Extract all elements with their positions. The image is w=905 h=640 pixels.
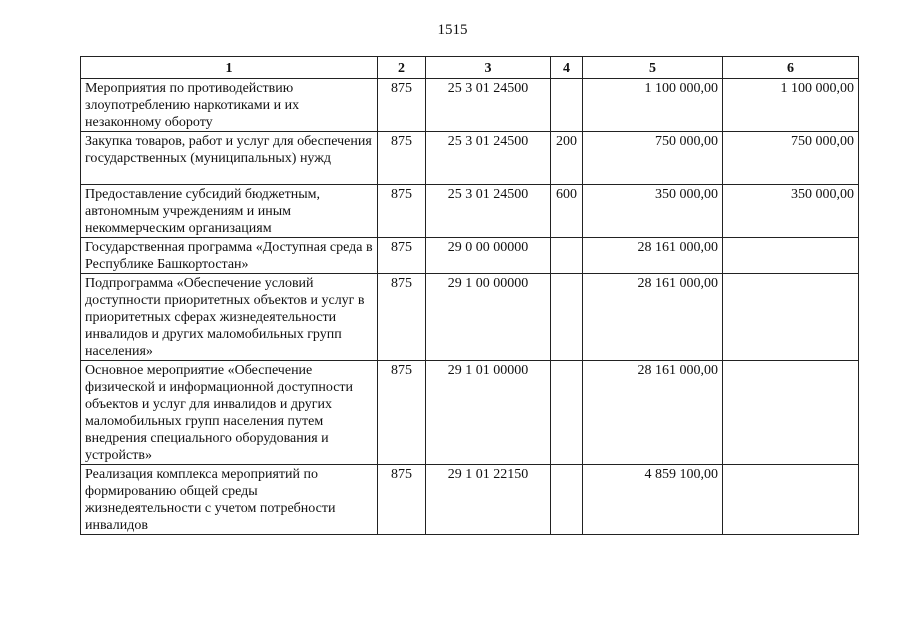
ved-cell: 875 — [378, 361, 426, 465]
amount-cell: 1 100 000,00 — [723, 79, 859, 132]
table-row — [81, 132, 859, 185]
column-header: 3 — [426, 57, 551, 79]
csr-cell: 29 1 01 00000 — [426, 361, 551, 465]
ved-cell: 875 — [378, 132, 426, 185]
ved-cell: 875 — [378, 274, 426, 361]
amount-cell: 28 161 000,00 — [583, 274, 723, 361]
vr-cell: 600 — [551, 185, 583, 238]
table-row — [81, 185, 859, 238]
ved-cell: 875 — [378, 238, 426, 274]
csr-cell: 25 3 01 24500 — [426, 132, 551, 185]
table-row — [81, 465, 859, 535]
ved-cell: 875 — [378, 185, 426, 238]
amount-cell: 750 000,00 — [583, 132, 723, 185]
table-row — [81, 238, 859, 274]
amount-cell: 750 000,00 — [723, 132, 859, 185]
csr-cell: 25 3 01 24500 — [426, 185, 551, 238]
amount-cell: 350 000,00 — [583, 185, 723, 238]
ved-cell: 875 — [378, 465, 426, 535]
csr-cell: 29 1 01 22150 — [426, 465, 551, 535]
table-row — [81, 274, 859, 361]
amount-cell: 1 100 000,00 — [583, 79, 723, 132]
ved-cell: 875 — [378, 79, 426, 132]
vr-cell: 200 — [551, 132, 583, 185]
amount-cell — [723, 465, 859, 535]
table-row — [81, 79, 859, 132]
vr-cell — [551, 79, 583, 132]
row-name-cell: Государственная программа «Доступная среда в Республике Башкортостан» — [81, 238, 378, 274]
row-name-cell: Мероприятия по противодействию злоупотреблению наркотиками и их незаконному обороту — [81, 79, 378, 132]
amount-cell — [723, 274, 859, 361]
csr-cell: 29 0 00 00000 — [426, 238, 551, 274]
column-header: 1 — [81, 57, 378, 79]
row-name-cell: Предоставление субсидий бюджетным, автономным учреждениям и иным некоммерческим организациям — [81, 185, 378, 238]
page-number: 1515 — [437, 22, 468, 38]
row-name-cell: Реализация комплекса мероприятий по формированию общей среды жизнедеятельности с учетом потребности инвалидов — [81, 465, 378, 535]
table-header-row — [81, 57, 859, 79]
csr-cell: 29 1 00 00000 — [426, 274, 551, 361]
column-header: 4 — [551, 57, 583, 79]
csr-cell: 25 3 01 24500 — [426, 79, 551, 132]
vr-cell — [551, 274, 583, 361]
amount-cell — [723, 238, 859, 274]
amount-cell: 28 161 000,00 — [583, 238, 723, 274]
row-name-cell: Подпрограмма «Обеспечение условий доступности приоритетных объектов и услуг в приоритетных сферах жизнедеятельности инвалидов и других маломобильных групп населения» — [81, 274, 378, 361]
amount-cell: 4 859 100,00 — [583, 465, 723, 535]
budget-table — [80, 56, 859, 535]
table-row — [81, 361, 859, 465]
column-header: 6 — [723, 57, 859, 79]
vr-cell — [551, 238, 583, 274]
amount-cell — [723, 361, 859, 465]
vr-cell — [551, 361, 583, 465]
amount-cell: 28 161 000,00 — [583, 361, 723, 465]
column-header: 2 — [378, 57, 426, 79]
vr-cell — [551, 465, 583, 535]
column-header: 5 — [583, 57, 723, 79]
row-name-cell: Основное мероприятие «Обеспечение физической и информационной доступности объектов и услуг для инвалидов и других маломобильных групп населения путем внедрения специального оборудования и устройств» — [81, 361, 378, 465]
row-name-cell: Закупка товаров, работ и услуг для обеспечения государственных (муниципальных) нужд — [81, 132, 378, 185]
amount-cell: 350 000,00 — [723, 185, 859, 238]
